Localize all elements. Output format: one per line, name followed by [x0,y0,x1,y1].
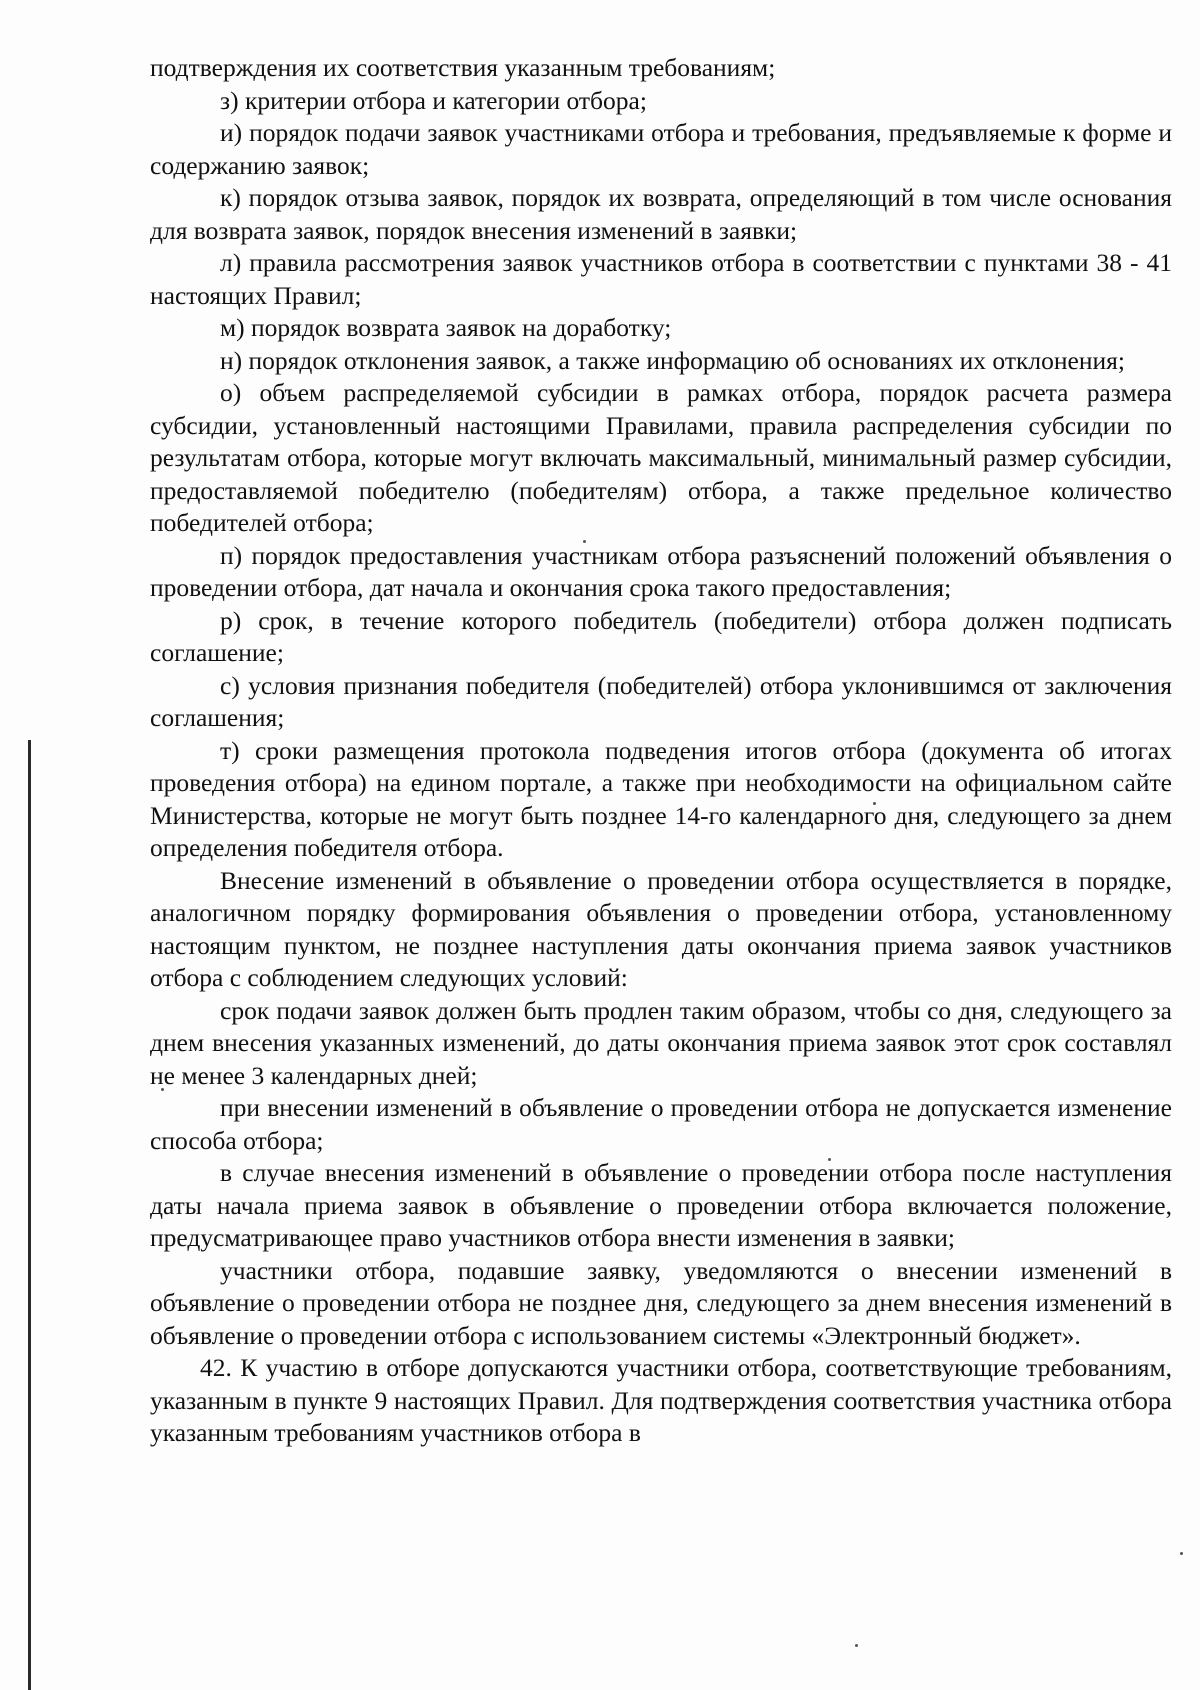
paragraph: Внесение изменений в объявление о проведении отбора осуществляется в порядке, аналогичном порядку формирования объявления о проведении отбора, установленному настоящим пунктом, не позднее наступления даты окончания приема заявок участников отбора с соблюдением следующих условий: [150,865,1172,992]
margin-scan-line [28,740,31,1690]
paragraph: подтверждения их соответствия указанным требованиям; [150,53,776,82]
paragraph: участники отбора, подавшие заявку, уведомляются о внесении изменений в объявление о проведении отбора не позднее дня, следующего за днем внесения изменений в объявление о проведении отбора с использованием системы «Электронный бюджет». [150,1255,1172,1350]
paragraph: к) порядок отзыва заявок, порядок их возврата, определяющий в том числе основания для возврата заявок, порядок внесения изменений в заявки; [150,183,1172,245]
paragraph: м) порядок возврата заявок на доработку; [220,313,672,342]
paragraph: н) порядок отклонения заявок, а также информацию об основаниях их отклонения; [220,345,1125,375]
paragraph: т) сроки размещения протокола подведения итогов отбора (документа об итогах проведения отбора) на едином портале, а также при необходимости на официальном сайте Министерства, которые не могут быть позднее 14-го календарного дня, следующего за днем определения победителя отбора. [150,735,1172,862]
paragraph: р) срок, в течение которого победитель (победители) отбора должен подписать соглашение; [150,605,1172,667]
paragraph: з) критерии отбора и категории отбора; [220,85,647,115]
scan-speck [1180,1552,1183,1555]
paragraph: и) порядок подачи заявок участниками отбора и требования, предъявляемые к форме и содержанию заявок; [150,118,1172,180]
paragraph: срок подачи заявок должен быть продлен таким образом, чтобы со дня, следующего за днем внесения указанных изменений, до даты окончания приема заявок этот срок составлял не менее 3 календарных дней; [150,995,1172,1090]
paragraph: при внесении изменений в объявление о проведении отбора не допускается изменение способа отбора; [150,1093,1172,1155]
paragraph: п) порядок предоставления участникам отбора разъяснений положений объявления о проведении отбора, дат начала и окончания срока такого предоставления; [150,540,1172,602]
paragraph: 42. К участию в отборе допускаются участники отбора, соответствующие требованиям, указанным в пункте 9 настоящих Правил. Для подтверждения соответствия участника отбора указанным требованиям участников отбора в [150,1353,1172,1447]
paragraph: в случае внесения изменений в объявление о проведении отбора после наступления даты начала приема заявок в объявление о проведении отбора включается положение, предусматривающее право участников отбора внести изменения в заявки; [150,1158,1172,1252]
document-body [150,52,1172,1450]
scan-speck [855,1644,858,1647]
paragraph: л) правила рассмотрения заявок участников отбора в соответствии с пунктами 38 - 41 настоящих Правил; [150,248,1172,310]
paragraph: с) условия признания победителя (победителей) отбора уклонившимся от заключения соглашения; [150,670,1172,732]
paragraph: о) объем распределяемой субсидии в рамках отбора, порядок расчета размера субсидии, установленный настоящими Правилами, правила распределения субсидии по результатам отбора, которые могут включать максимальный, минимальный размер субсидии, предоставляемой победителю (победителям) отбора, а также предельное количество победителей отбора; [150,378,1172,537]
